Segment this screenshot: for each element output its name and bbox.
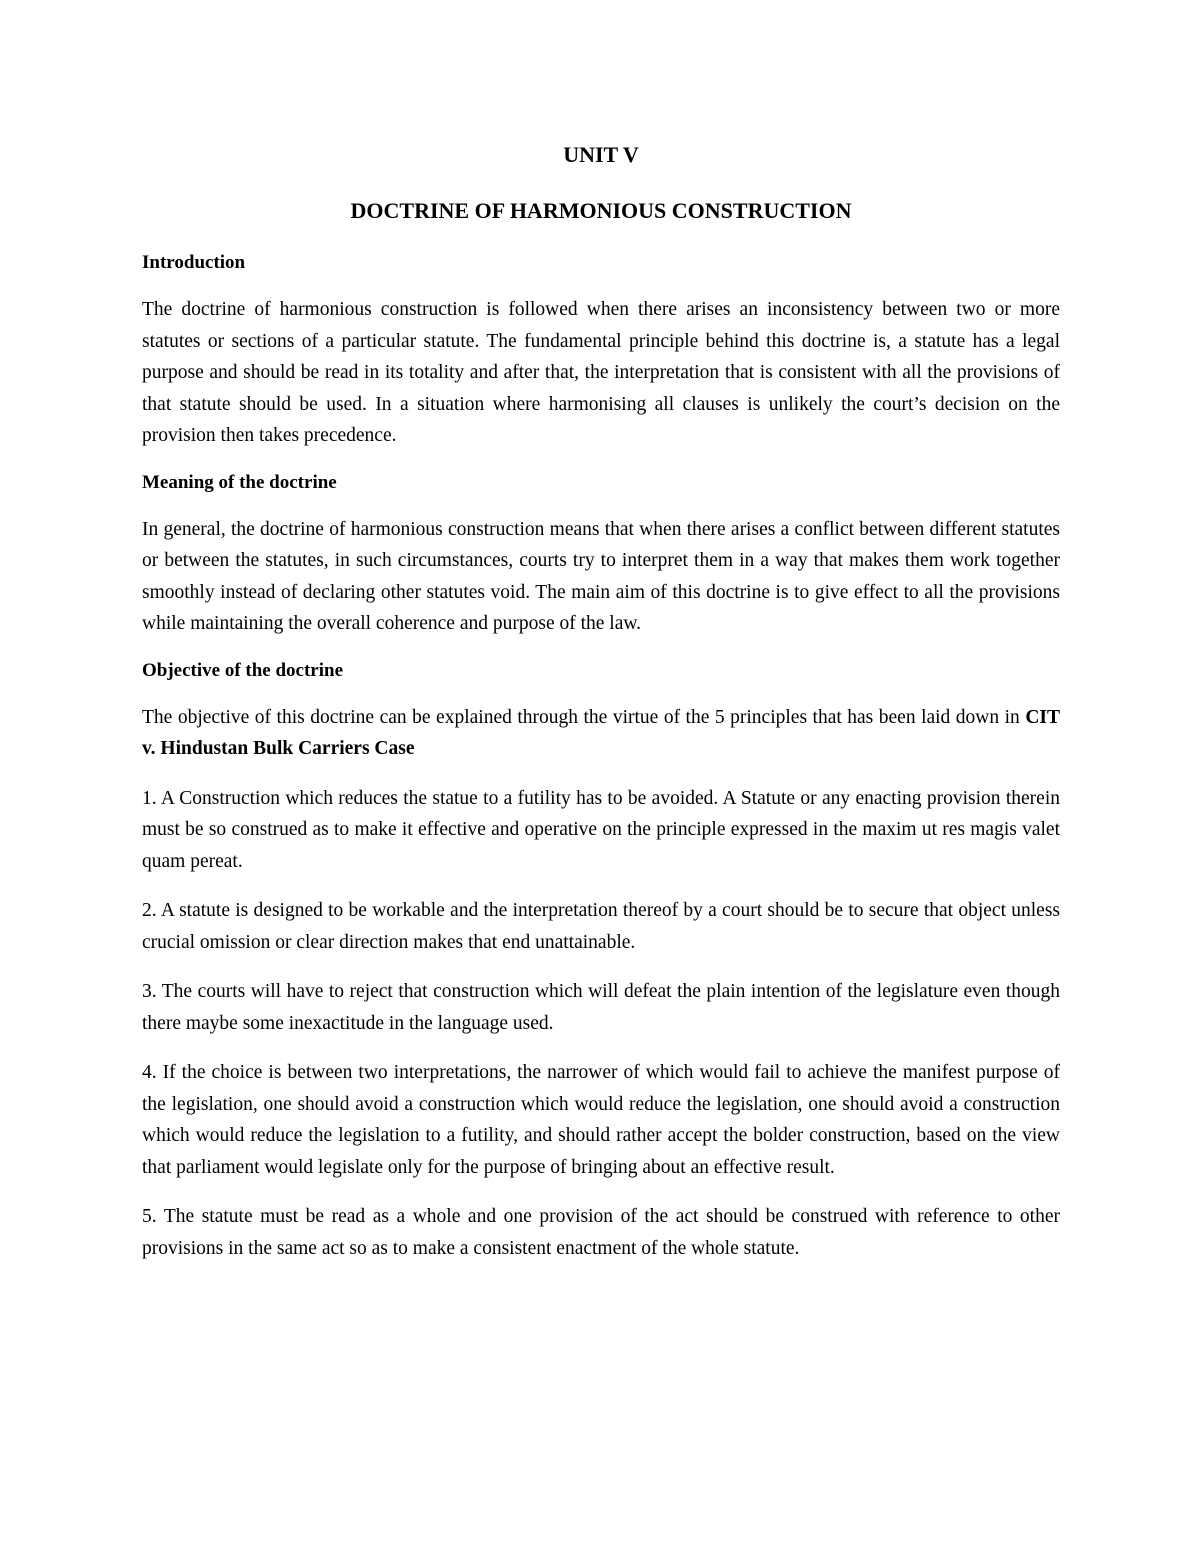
objective-intro-text: The objective of this doctrine can be explained through the virtue of the 5 principles that has been laid down in [142,706,1020,728]
document-title: DOCTRINE OF HARMONIOUS CONSTRUCTION [350,198,852,223]
principle-2: 2. A statute is designed to be workable and the interpretation thereof by a court should be to secure that object unless crucial omission or clear direction makes that end unattainable. [142,900,1060,953]
objective-heading: Objective of the doctrine [142,659,344,681]
meaning-heading: Meaning of the doctrine [142,471,337,493]
principle-5: 5. The statute must be read as a whole and one provision of the act should be construed with reference to other provisions in the same act so as to make a consistent enactment of the whole statute. [142,1206,1060,1259]
introduction-paragraph: The doctrine of harmonious construction is followed when there arises an inconsistency between two or more statutes or sections of a particular statute. The fundamental principle behind this doctrine is, a statute has a legal purpose and should be read in its totality and after that, the interpretation that is consistent with all the provisions of that statute should be used. In a situation where harmonising all clauses is unlikely the court’s decision on the provision then takes precedence. [142,299,1060,446]
meaning-paragraph: In general, the doctrine of harmonious construction means that when there arises a conflict between different statutes or between the statutes, in such circumstances, courts try to interpret them in a way that makes them work together smoothly instead of declaring other statutes void. The main aim of this doctrine is to give effect to all the provisions while maintaining the overall coherence and purpose of the law. [142,518,1060,634]
objective-intro-paragraph [142,702,1060,765]
principle-4: 4. If the choice is between two interpretations, the narrower of which would fail to achieve the manifest purpose of the legislation, one should avoid a construction which would reduce the legislation, one should avoid a construction which would reduce the legislation to a futility, and should rather accept the bolder construction, based on the view that parliament would legislate only for the purpose of bringing about an effective result. [142,1062,1060,1178]
case-name: CIT v. Hindustan Bulk Carriers Case [142,706,1060,759]
unit-title: UNIT V [563,142,639,167]
principle-3: 3. The courts will have to reject that construction which will defeat the plain intention of the legislature even though there maybe some inexactitude in the language used. [142,981,1060,1034]
document-page [142,140,1060,1282]
principle-1: 1. A Construction which reduces the statue to a futility has to be avoided. A Statute or any enacting provision therein must be so construed as to make it effective and operative on the principle expressed in the maxim ut res magis valet quam pereat. [142,787,1060,872]
introduction-heading: Introduction [142,252,246,273]
